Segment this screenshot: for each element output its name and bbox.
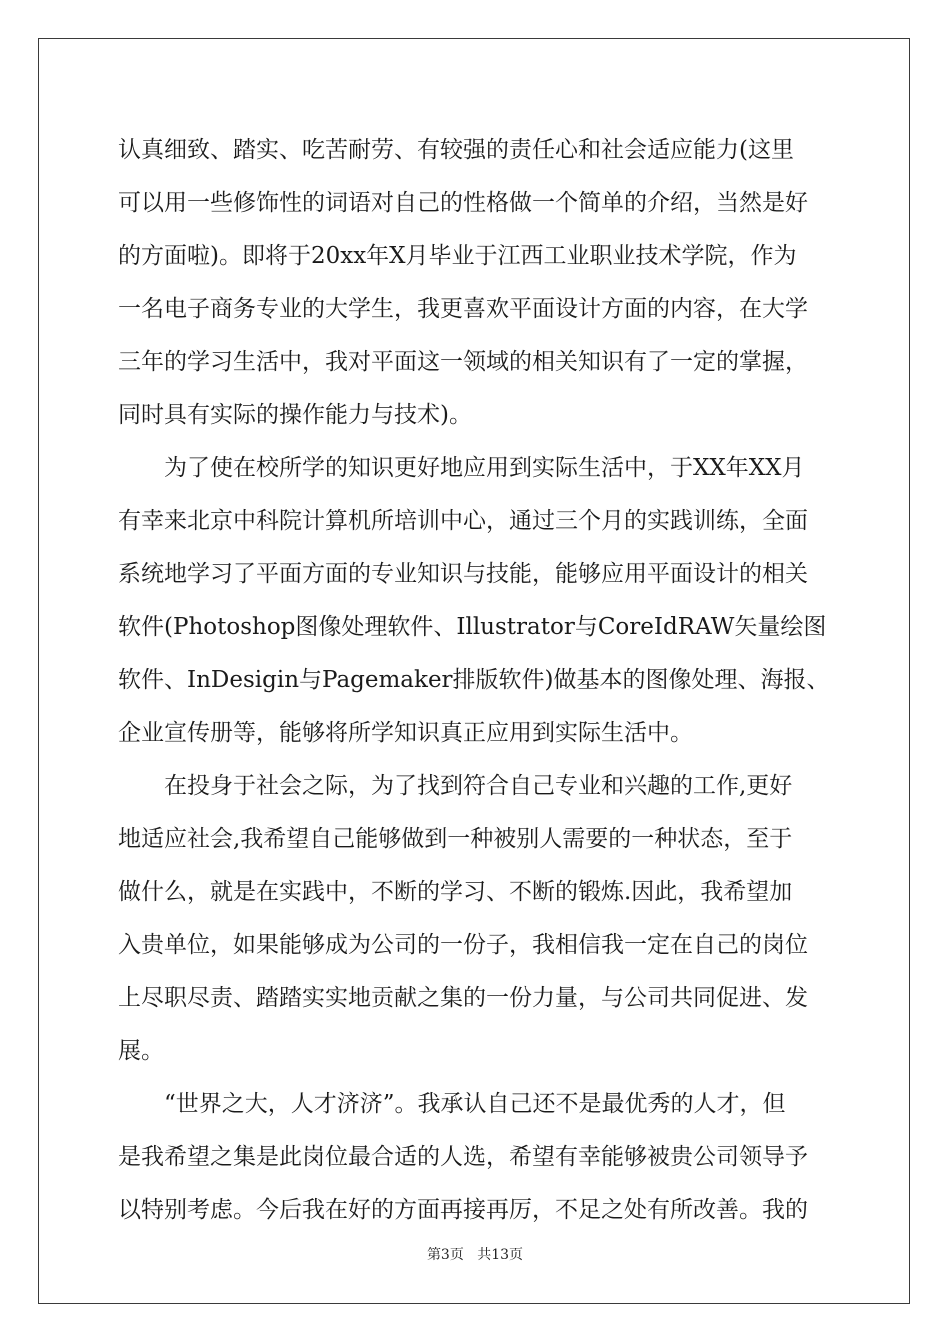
text-line: 以特别考虑。今后我在好的方面再接再厉，不足之处有所改善。我的 xyxy=(118,1197,808,1223)
text-line: 认真细致、踏实、吃苦耐劳、有较强的责任心和社会适应能力(这里 xyxy=(118,137,794,163)
text-line: 软件(Photoshop图像处理软件、Illustrator与CoreIdRAW矢量绘图 xyxy=(118,614,827,640)
text-line: 软件、InDesigin与Pagemaker排版软件)做基本的图像处理、海报、 xyxy=(118,667,830,693)
text-line: 同时具有实际的操作能力与技术)。 xyxy=(118,402,472,428)
text-line: 三年的学习生活中，我对平面这一领域的相关知识有了一定的掌握， xyxy=(118,349,808,375)
text-line: 系统地学习了平面方面的专业知识与技能，能够应用平面设计的相关 xyxy=(118,561,808,587)
text-line: 可以用一些修饰性的词语对自己的性格做一个简单的介绍，当然是好 xyxy=(118,190,808,216)
text-line: 是我希望之集是此岗位最合适的人选，希望有幸能够被贵公司领导予 xyxy=(118,1144,808,1170)
text-line: 一名电子商务专业的大学生，我更喜欢平面设计方面的内容，在大学 xyxy=(118,296,808,322)
document-body xyxy=(118,124,838,1237)
text-line: 入贵单位，如果能够成为公司的一份子，我相信我一定在自己的岗位 xyxy=(118,932,808,958)
text-line-indented: “世界之大，人才济济”。我承认自己还不是最优秀的人才，但 xyxy=(164,1091,786,1117)
page-footer xyxy=(0,1244,950,1264)
text-line-indented: 为了使在校所学的知识更好地应用到实际生活中，于XX年XX月 xyxy=(164,455,805,481)
page-total: 共13页 xyxy=(477,1247,524,1263)
text-line: 做什么，就是在实践中，不断的学习、不断的锻炼.因此，我希望加 xyxy=(118,879,793,905)
text-line: 上尽职尽责、踏踏实实地贡献之集的一份力量，与公司共同促进、发 xyxy=(118,985,808,1011)
text-line: 的方面啦)。即将于20xx年X月毕业于江西工业职业技术学院，作为 xyxy=(118,243,797,269)
text-line: 展。 xyxy=(118,1038,164,1064)
text-line: 地适应社会,我希望自己能够做到一种被别人需要的一种状态，至于 xyxy=(118,826,793,852)
text-line-indented: 在投身于社会之际，为了找到符合自己专业和兴趣的工作,更好 xyxy=(164,773,793,799)
text-line: 企业宣传册等，能够将所学知识真正应用到实际生活中。 xyxy=(118,720,693,746)
text-line: 有幸来北京中科院计算机所培训中心，通过三个月的实践训练，全面 xyxy=(118,508,808,534)
page-number: 第3页 xyxy=(426,1247,464,1263)
